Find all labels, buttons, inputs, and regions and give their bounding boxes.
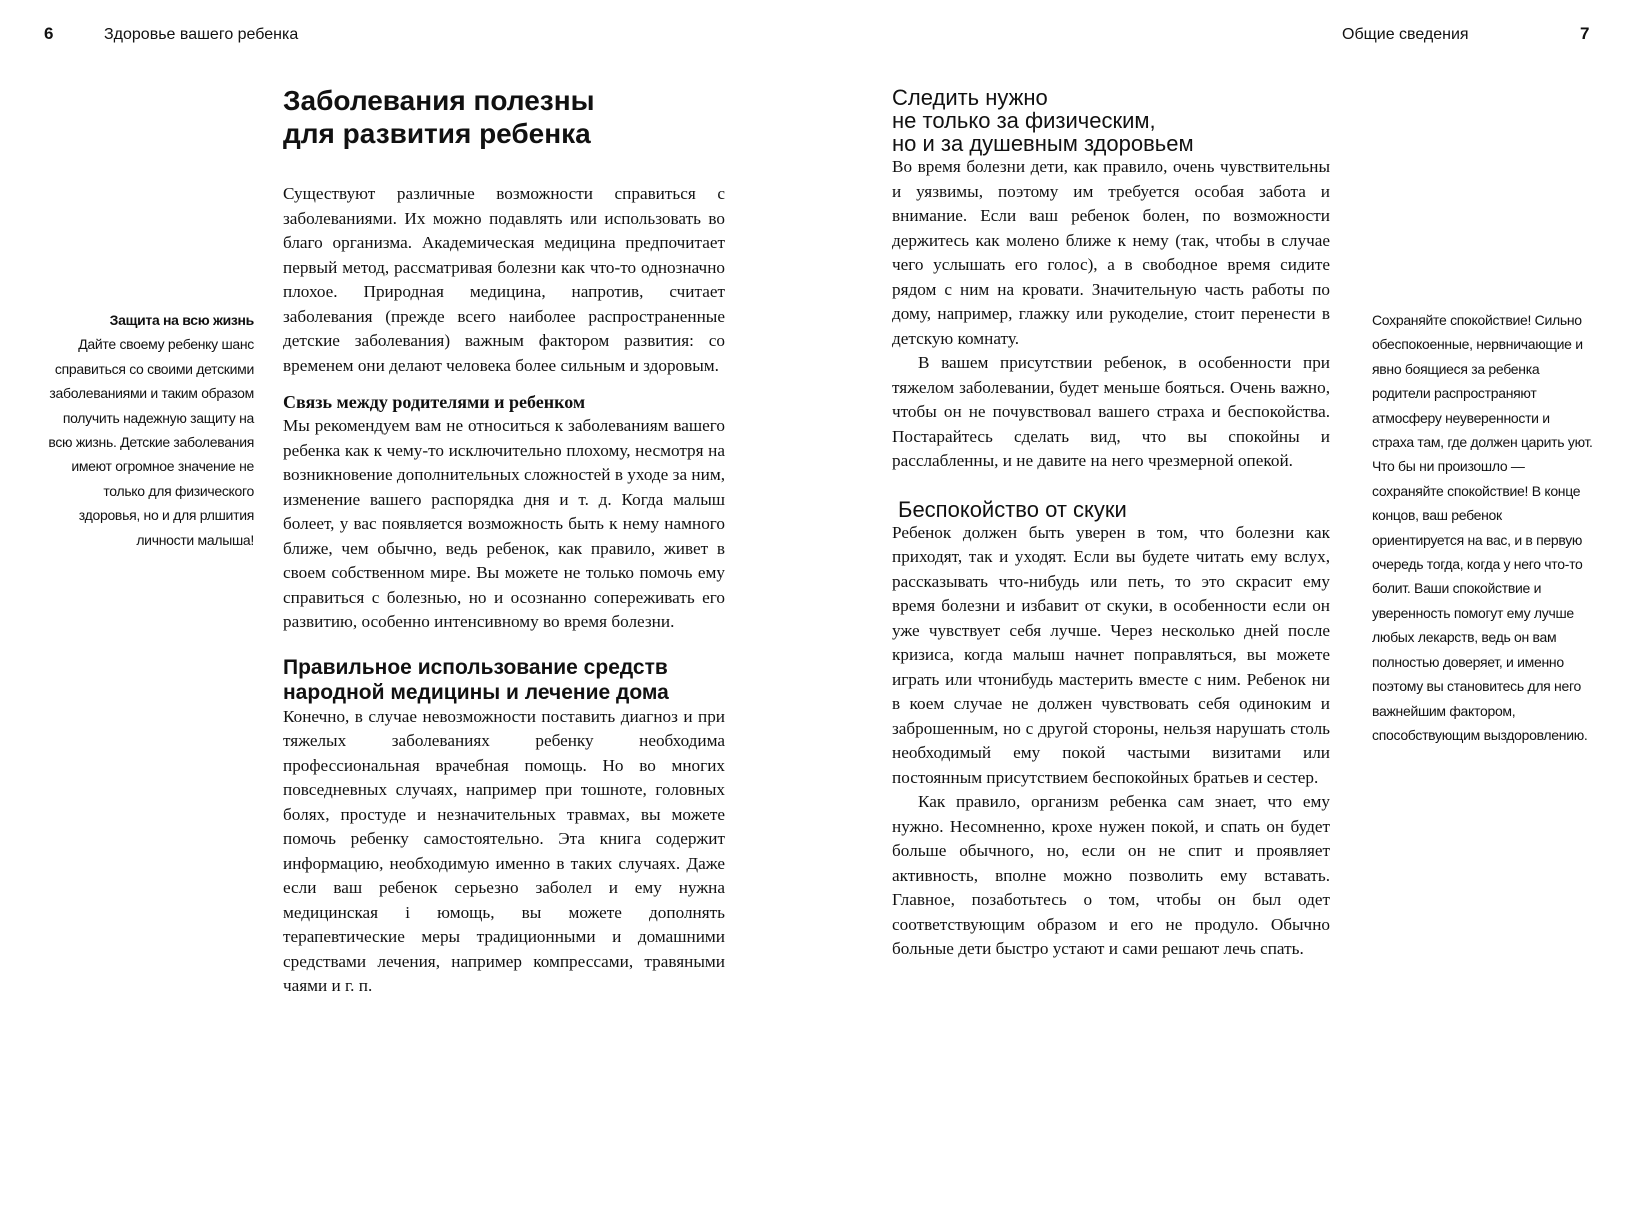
running-head: Общие сведения <box>1342 26 1469 43</box>
section-heading-emotional-health <box>892 86 1330 155</box>
section-heading-line-1: Следить нужно <box>892 85 1048 110</box>
page-title-line-1: Заболевания полезны <box>283 85 595 116</box>
page-title-line-2: для развития ребенка <box>283 118 591 149</box>
page-title <box>283 84 723 150</box>
page-number: 7 <box>1580 24 1590 43</box>
main-text-column <box>892 86 1330 962</box>
section-paragraph-emotional-2: В вашем присутствии ребенок, в особенности при тяжелом заболевании, будет меньше бояться. Очень важно, чтобы он не почувствовал вашего страха и беспокойства. Постарайтесь сделать вид, что вы спокойны и расслабленны, и не давите на него чрезмерной опекой. <box>892 353 1330 470</box>
running-head: Здоровье вашего ребенка <box>104 26 299 43</box>
sidebar-text: Дайте своему ребенку шанс справиться со своими детскими заболеваниями и таким образом получить надежную защиту на всю жизнь. Детские заболевания имеют огромное значение не только для физического здоровья, но и для рлшития личности малыша! <box>48 336 254 548</box>
section-heading-folk-medicine-line-2: народной медицины и лечение дома <box>283 680 669 704</box>
right-page <box>822 0 1644 1219</box>
sidebar-note-right: Сохраняйте спокойствие! Сильно обеспокоенные, нервничающие и явно боящиеся за ребенка родители распространяют атмосферу неуверенности и страха там, где должен царить уют. Что бы ни произошло — сохраняйте спокойствие! В конце концов, ваш ребенок ориентируется на вас, и в первую очередь тогда, когда у него что-то болит. Ваши спокойствие и уверенность помогут ему лучше любых лекарств, ведь он вам полностью доверяет, и именно поэтому вы становитесь для него важнейшим фактором, способствующим выздоровлению. <box>1372 312 1593 743</box>
section-paragraph-boredom-1: Ребенок должен быть уверен в том, что болезни как приходят, так и уходят. Если вы будете читать ему вслух, рассказывать что-нибудь или петь, то это скрасит ему время болезни и избавит от скуки, в особенности если он уже чувствует себя лучше. Через несколько дней после кризиса, когда малыш начнет поправляться, вы можете играть или чтонибудь мастерить вместе с ним. Ребенок ни в коем случае не должен чувствовать себя одиноким и заброшенным, но с другой стороны, нельзя нарушать столь необходимый ему покой частыми визитами или постоянным присутствием беспокойных братьев и сестер. <box>892 522 1330 787</box>
section-paragraph-emotional-1: Во время болезни дети, как правило, очень чувствительны и уязвимы, поэтому им требуется особая забота и внимание. Если ваш ребенок болен, по возможности держитесь как молено ближе к нему (так, чтобы в случае чего услышать его голос), а в свободное время сидите рядом с ним на кровати. Значительную часть работы по дому, например, глажку или рукоделие, стоит перенести в детскую комнату. <box>892 157 1330 348</box>
page-number: 6 <box>44 24 54 43</box>
main-text-column <box>283 182 725 999</box>
sidebar-title: Защита на всю жизнь <box>109 312 254 328</box>
section-heading-folk-medicine-line-1: Правильное использование средств <box>283 655 668 679</box>
section-paragraph-folk-medicine: Конечно, в случае невозможности поставить диагноз и при тяжелых заболеваниях ребенку необходима профессиональная врачебная помощь. Но во многих повседневных случаях, например при тошноте, головных болях, простуде и незначительных травмах, вы можете помочь ребенку самостоятельно. Эта книга содержит информацию, необходимую именно в таких случаях. Даже если ваш ребенок серьезно заболел и ему нужна медицинская і юмощь, вы можете дополнять терапевтические меры традиционными и домашними средствами лечения, например компрессами, травяными чаями и г. п. <box>283 706 725 995</box>
section-heading-line-2: не только за физическим, <box>892 108 1156 133</box>
section-paragraph-boredom-2: Как правило, организм ребенка сам знает, что ему нужно. Несомненно, крохе нужен покой, и спать он будет больше обычного, но, если он не спит и проявляет активность, вполне можно позволить ему вставать. Главное, позаботьтесь о том, чтобы он был одет соответствующим образом и его не продуло. Обычно больные дети быстро устают и сами решают лечь спать. <box>892 792 1330 958</box>
section-heading-line-3: но и за душевным здоровьем <box>892 131 1194 156</box>
section-heading-boredom: Беспокойство от скуки <box>898 496 1127 522</box>
section-heading-parents: Связь между родителями и ребенком <box>283 392 586 412</box>
intro-paragraph: Существуют различные возможности справиться с заболеваниями. Их можно подавлять или использовать во благо организма. Академическая медицина предпочитает первый метод, рассматривая болезни как что-то однозначно плохое. Природная медицина, напротив, считает заболевания (прежде всего наиболее распространенные детские заболевания) важным фактором развития: со временем они делают человека более сильным и здоровым. <box>283 184 725 375</box>
sidebar-note-left <box>44 308 254 552</box>
section-heading-folk-medicine <box>283 655 725 705</box>
section-paragraph-parents: Мы рекомендуем вам не относиться к заболеваниям вашего ребенка как к чему-то исключительно плохому, несмотря на возникновение дополнительных сложностей в уходе за ним, изменение вашего распорядка дня и т. д. Когда малыш болеет, у вас появляется возможность быть к нему намного ближе, чем обычно, ведь ребенок, как правило, живет в своем собственном мире. Вы можете не только помочь ему справиться с болезнью, но и осознанно сопереживать его развитию, особенно интенсивному во время болезни. <box>283 416 725 631</box>
